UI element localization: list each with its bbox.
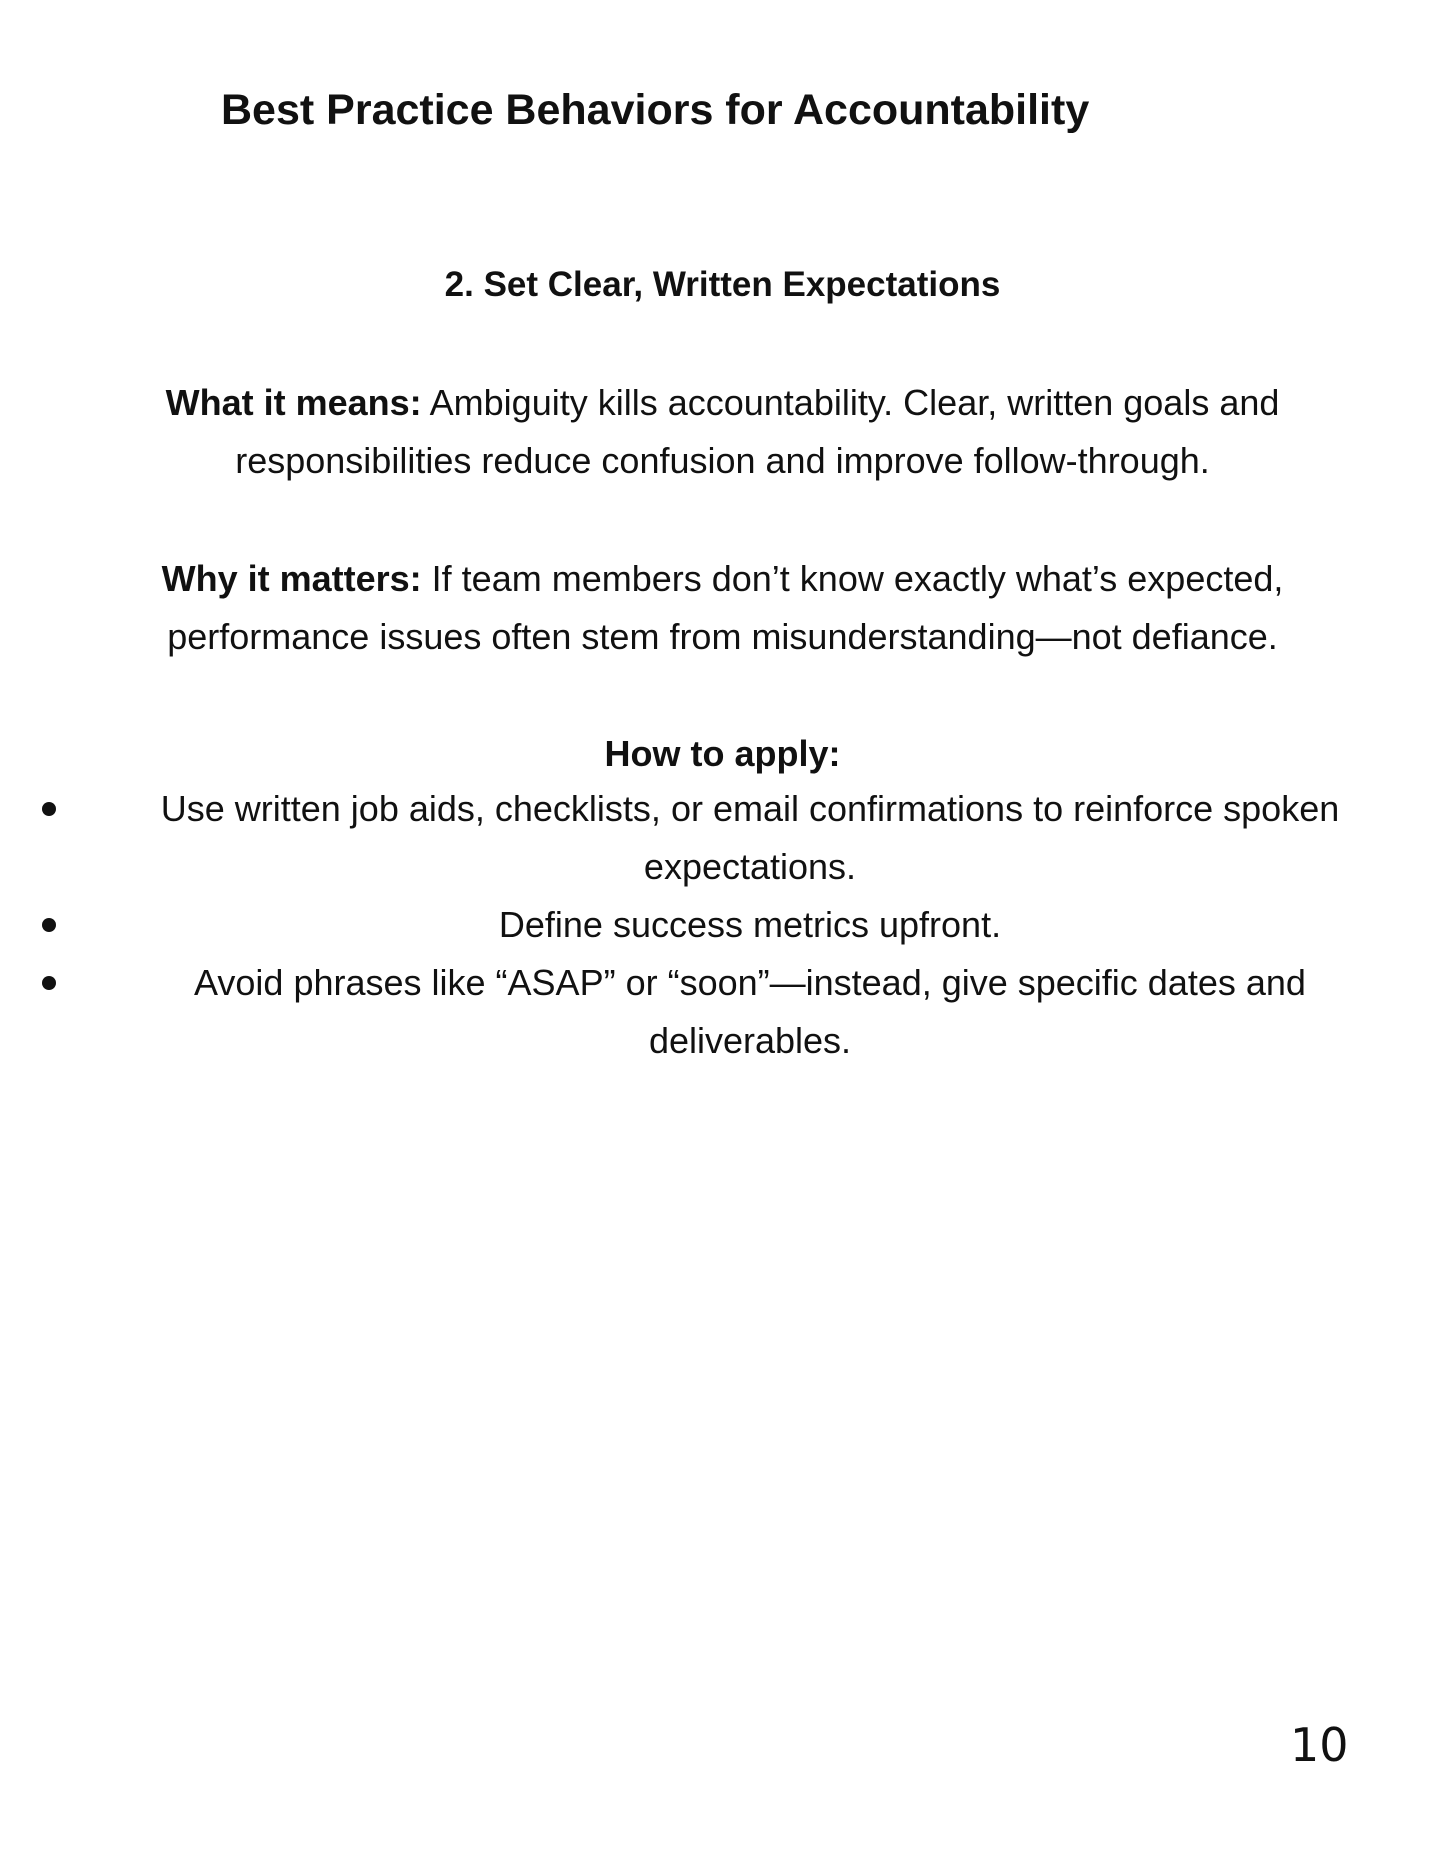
list-item-text: Avoid phrases like “ASAP” or “soon”—instead, give specific dates and deliverables. xyxy=(194,962,1306,1061)
bullet-icon xyxy=(42,918,56,932)
why-it-matters-paragraph xyxy=(100,550,1345,666)
what-it-means-paragraph xyxy=(100,374,1345,490)
page-title: Best Practice Behaviors for Accountability xyxy=(221,86,1090,134)
bullet-icon xyxy=(42,976,56,990)
why-it-matters-text: If team members don’t know exactly what’s expected, performance issues often stem from misunderstanding—not defiance. xyxy=(167,558,1284,657)
what-it-means-label: What it means: xyxy=(165,382,422,423)
list-item xyxy=(0,780,1445,896)
section-heading: 2. Set Clear, Written Expectations xyxy=(444,265,1001,304)
list-item-text: Define success metrics upfront. xyxy=(498,904,1002,945)
why-it-matters-label: Why it matters: xyxy=(161,558,422,599)
how-to-apply-heading: How to apply: xyxy=(604,733,841,774)
list-item-text: Use written job aids, checklists, or email confirmations to reinforce spoken expectations. xyxy=(160,788,1340,887)
page-number: 10 xyxy=(1290,1718,1349,1772)
bullet-icon xyxy=(42,802,56,816)
list-item xyxy=(0,954,1445,1070)
list-item xyxy=(0,896,1445,954)
how-to-apply-list xyxy=(0,780,1445,1070)
what-it-means-text: Ambiguity kills accountability. Clear, written goals and responsibilities reduce confusion and improve follow-through. xyxy=(235,382,1280,481)
